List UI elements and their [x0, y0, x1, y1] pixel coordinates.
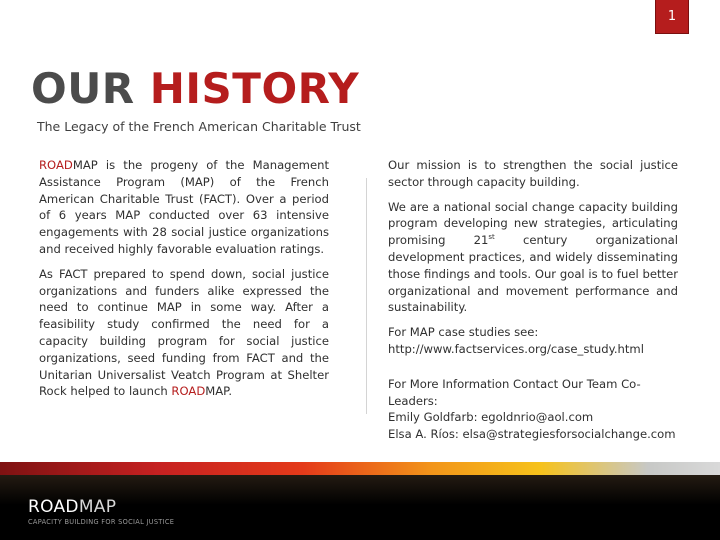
mission-paragraph: Our mission is to strengthen the social justice sector through capacity building. — [388, 158, 678, 189]
logo-road: ROAD — [28, 497, 79, 517]
column-divider — [366, 178, 367, 414]
contact-block — [388, 376, 678, 443]
logo-tagline: CAPACITY BUILDING FOR SOCIAL JUSTICE — [28, 518, 175, 526]
history-paragraph-1 — [39, 157, 329, 258]
program-text: We are a national social change capacity building program developing new strategies, articulating promising 21 — [388, 199, 678, 248]
history-text-2-end: . — [228, 384, 233, 399]
title-word-our: OUR — [31, 64, 135, 113]
footer-color-stripe — [0, 462, 720, 475]
brand-road: ROAD — [171, 384, 206, 399]
roadmap-logo — [28, 497, 116, 517]
brand-map: MAP — [205, 384, 229, 399]
history-text-1: is the progeny of the Management Assistance Program (MAP) of the French American Charitable Trust (FACT). Over a period of 6 years MAP conducted over 63 intensive engagements with 28 social justice organizations and received highly favorable evaluation ratings. — [39, 158, 329, 256]
contact-label: For More Information Contact Our Team Co-Leaders: — [388, 376, 641, 408]
history-paragraph-2 — [39, 266, 329, 400]
title-word-history: HISTORY — [149, 64, 360, 113]
program-paragraph — [388, 199, 678, 317]
brand-road: ROAD — [39, 158, 73, 172]
logo-map: MAP — [78, 497, 117, 517]
brand-map: MAP — [72, 158, 98, 172]
left-column — [39, 157, 329, 408]
program-text-end: century organizational development practices, and widely disseminating those findings and tools. Our goal is to fuel better organizational and movement performance and sustainability. — [388, 233, 678, 315]
right-column — [388, 157, 678, 451]
case-studies-label: For MAP case studies see: — [388, 325, 539, 340]
case-studies-link[interactable]: http://www.factservices.org/case_study.html — [388, 341, 644, 356]
page-subtitle: The Legacy of the French American Charitable Trust — [37, 119, 361, 134]
history-text-2: As FACT prepared to spend down, social justice organizations and funders alike expressed the need to continue MAP in some way. After a feasibility study confirmed the need for a capacity building program for social justice organizations, seed funding from FACT and the Unitarian Universalist Veatch Program at Shelter Rock helped to launch — [39, 266, 329, 399]
contact-elsa[interactable]: Elsa A. Ríos: elsa@strategiesforsocialchange.com — [388, 427, 676, 442]
ordinal-suffix: st — [488, 233, 495, 242]
case-studies-block — [388, 324, 678, 358]
contact-emily[interactable]: Emily Goldfarb: egoldnrio@aol.com — [388, 410, 594, 425]
page-title — [31, 64, 360, 113]
page-number-badge: 1 — [655, 0, 689, 34]
